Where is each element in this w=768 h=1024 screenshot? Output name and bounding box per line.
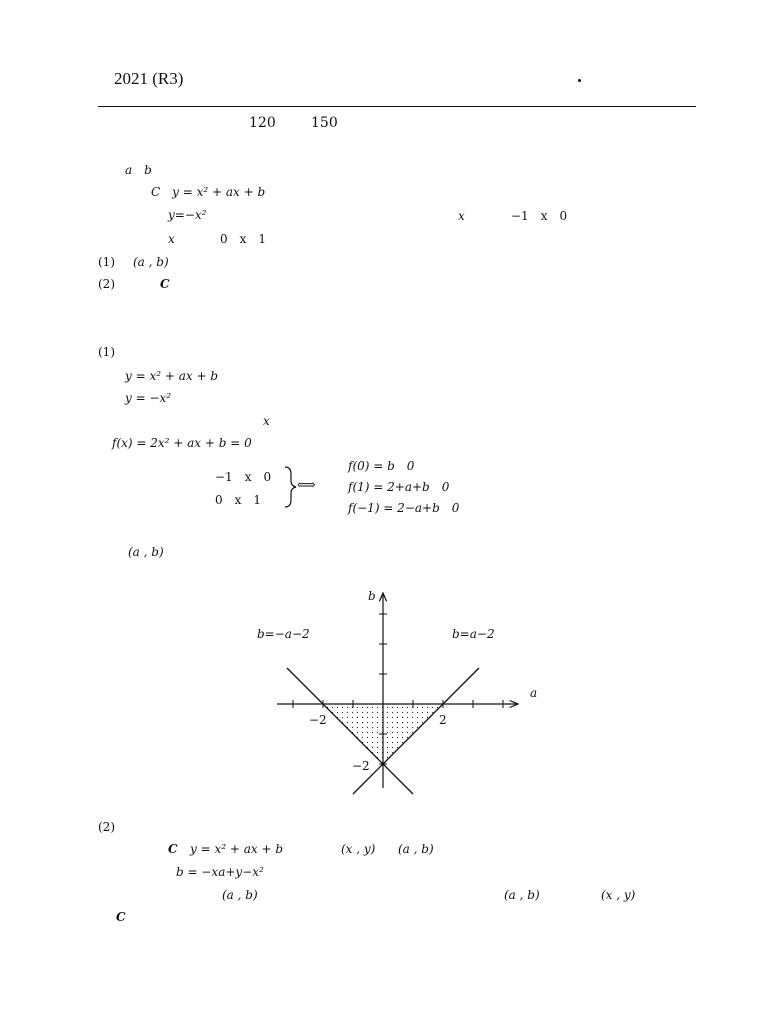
header-year: 2021 (R3) bbox=[114, 69, 184, 88]
sol1-range-b: 0 x 1 bbox=[215, 493, 262, 507]
sol1-cond3: f(−1) = 2−a+b 0 bbox=[348, 501, 460, 515]
sol1-ab-label: (a , b) bbox=[128, 545, 164, 559]
time-b: 150 bbox=[311, 115, 338, 131]
problem-cond-x: x bbox=[458, 209, 465, 223]
sol1-label: (1) bbox=[98, 345, 115, 359]
sol1-eq1: y = x² + ax + b bbox=[125, 369, 219, 383]
problem-cond-x2: x bbox=[168, 232, 175, 246]
problem-cond-range1: −1 x 0 bbox=[511, 209, 568, 223]
sol2-line3-ab2: (a , b) bbox=[504, 888, 540, 902]
b-axis-label: b bbox=[368, 589, 376, 603]
sol2-c: C bbox=[168, 842, 178, 856]
sol2-line3-ab: (a , b) bbox=[222, 888, 258, 902]
problem-cond-range2: 0 x 1 bbox=[220, 232, 267, 246]
sol2-line3-xy: (x , y) bbox=[601, 888, 636, 902]
sol1-range-a: −1 x 0 bbox=[215, 470, 272, 484]
time-a: 120 bbox=[249, 115, 276, 131]
sol1-x-note: x bbox=[263, 414, 270, 428]
q1-text: (a , b) bbox=[133, 255, 169, 269]
sol2-ab: (a , b) bbox=[398, 842, 434, 856]
sol2-line4-c: C bbox=[116, 910, 126, 924]
sol2-xy: (x , y) bbox=[341, 842, 376, 856]
tick-label-neg2-a: −2 bbox=[309, 713, 327, 727]
sol1-cond2: f(1) = 2+a+b 0 bbox=[348, 480, 450, 494]
problem-vars: a b bbox=[125, 163, 152, 177]
sol1-cond1: f(0) = b 0 bbox=[348, 459, 415, 473]
series-label-2: b=a−2 bbox=[452, 627, 495, 641]
q2-label: (2) bbox=[98, 277, 115, 291]
sol1-f-def: f(x) = 2x² + ax + b = 0 bbox=[112, 436, 252, 450]
a-axis-label: a bbox=[530, 686, 538, 700]
problem-parabola: y=−x² bbox=[168, 208, 207, 222]
sol2-label: (2) bbox=[98, 820, 115, 834]
q2-text: C bbox=[160, 277, 170, 291]
q1-label: (1) bbox=[98, 255, 115, 269]
series-label-1: b=−a−2 bbox=[257, 627, 310, 641]
sol2-eq: y = x² + ax + b bbox=[190, 842, 284, 856]
sol1-eq2: y = −x² bbox=[125, 391, 172, 405]
equiv-arrow: ⟺ bbox=[297, 478, 316, 493]
sol2-line2: b = −xa+y−x² bbox=[176, 865, 264, 879]
problem-curve-def: C y = x² + ax + b bbox=[151, 185, 266, 199]
tick-label-neg2-b: −2 bbox=[352, 759, 370, 773]
tick-label-2-a: 2 bbox=[439, 713, 447, 727]
